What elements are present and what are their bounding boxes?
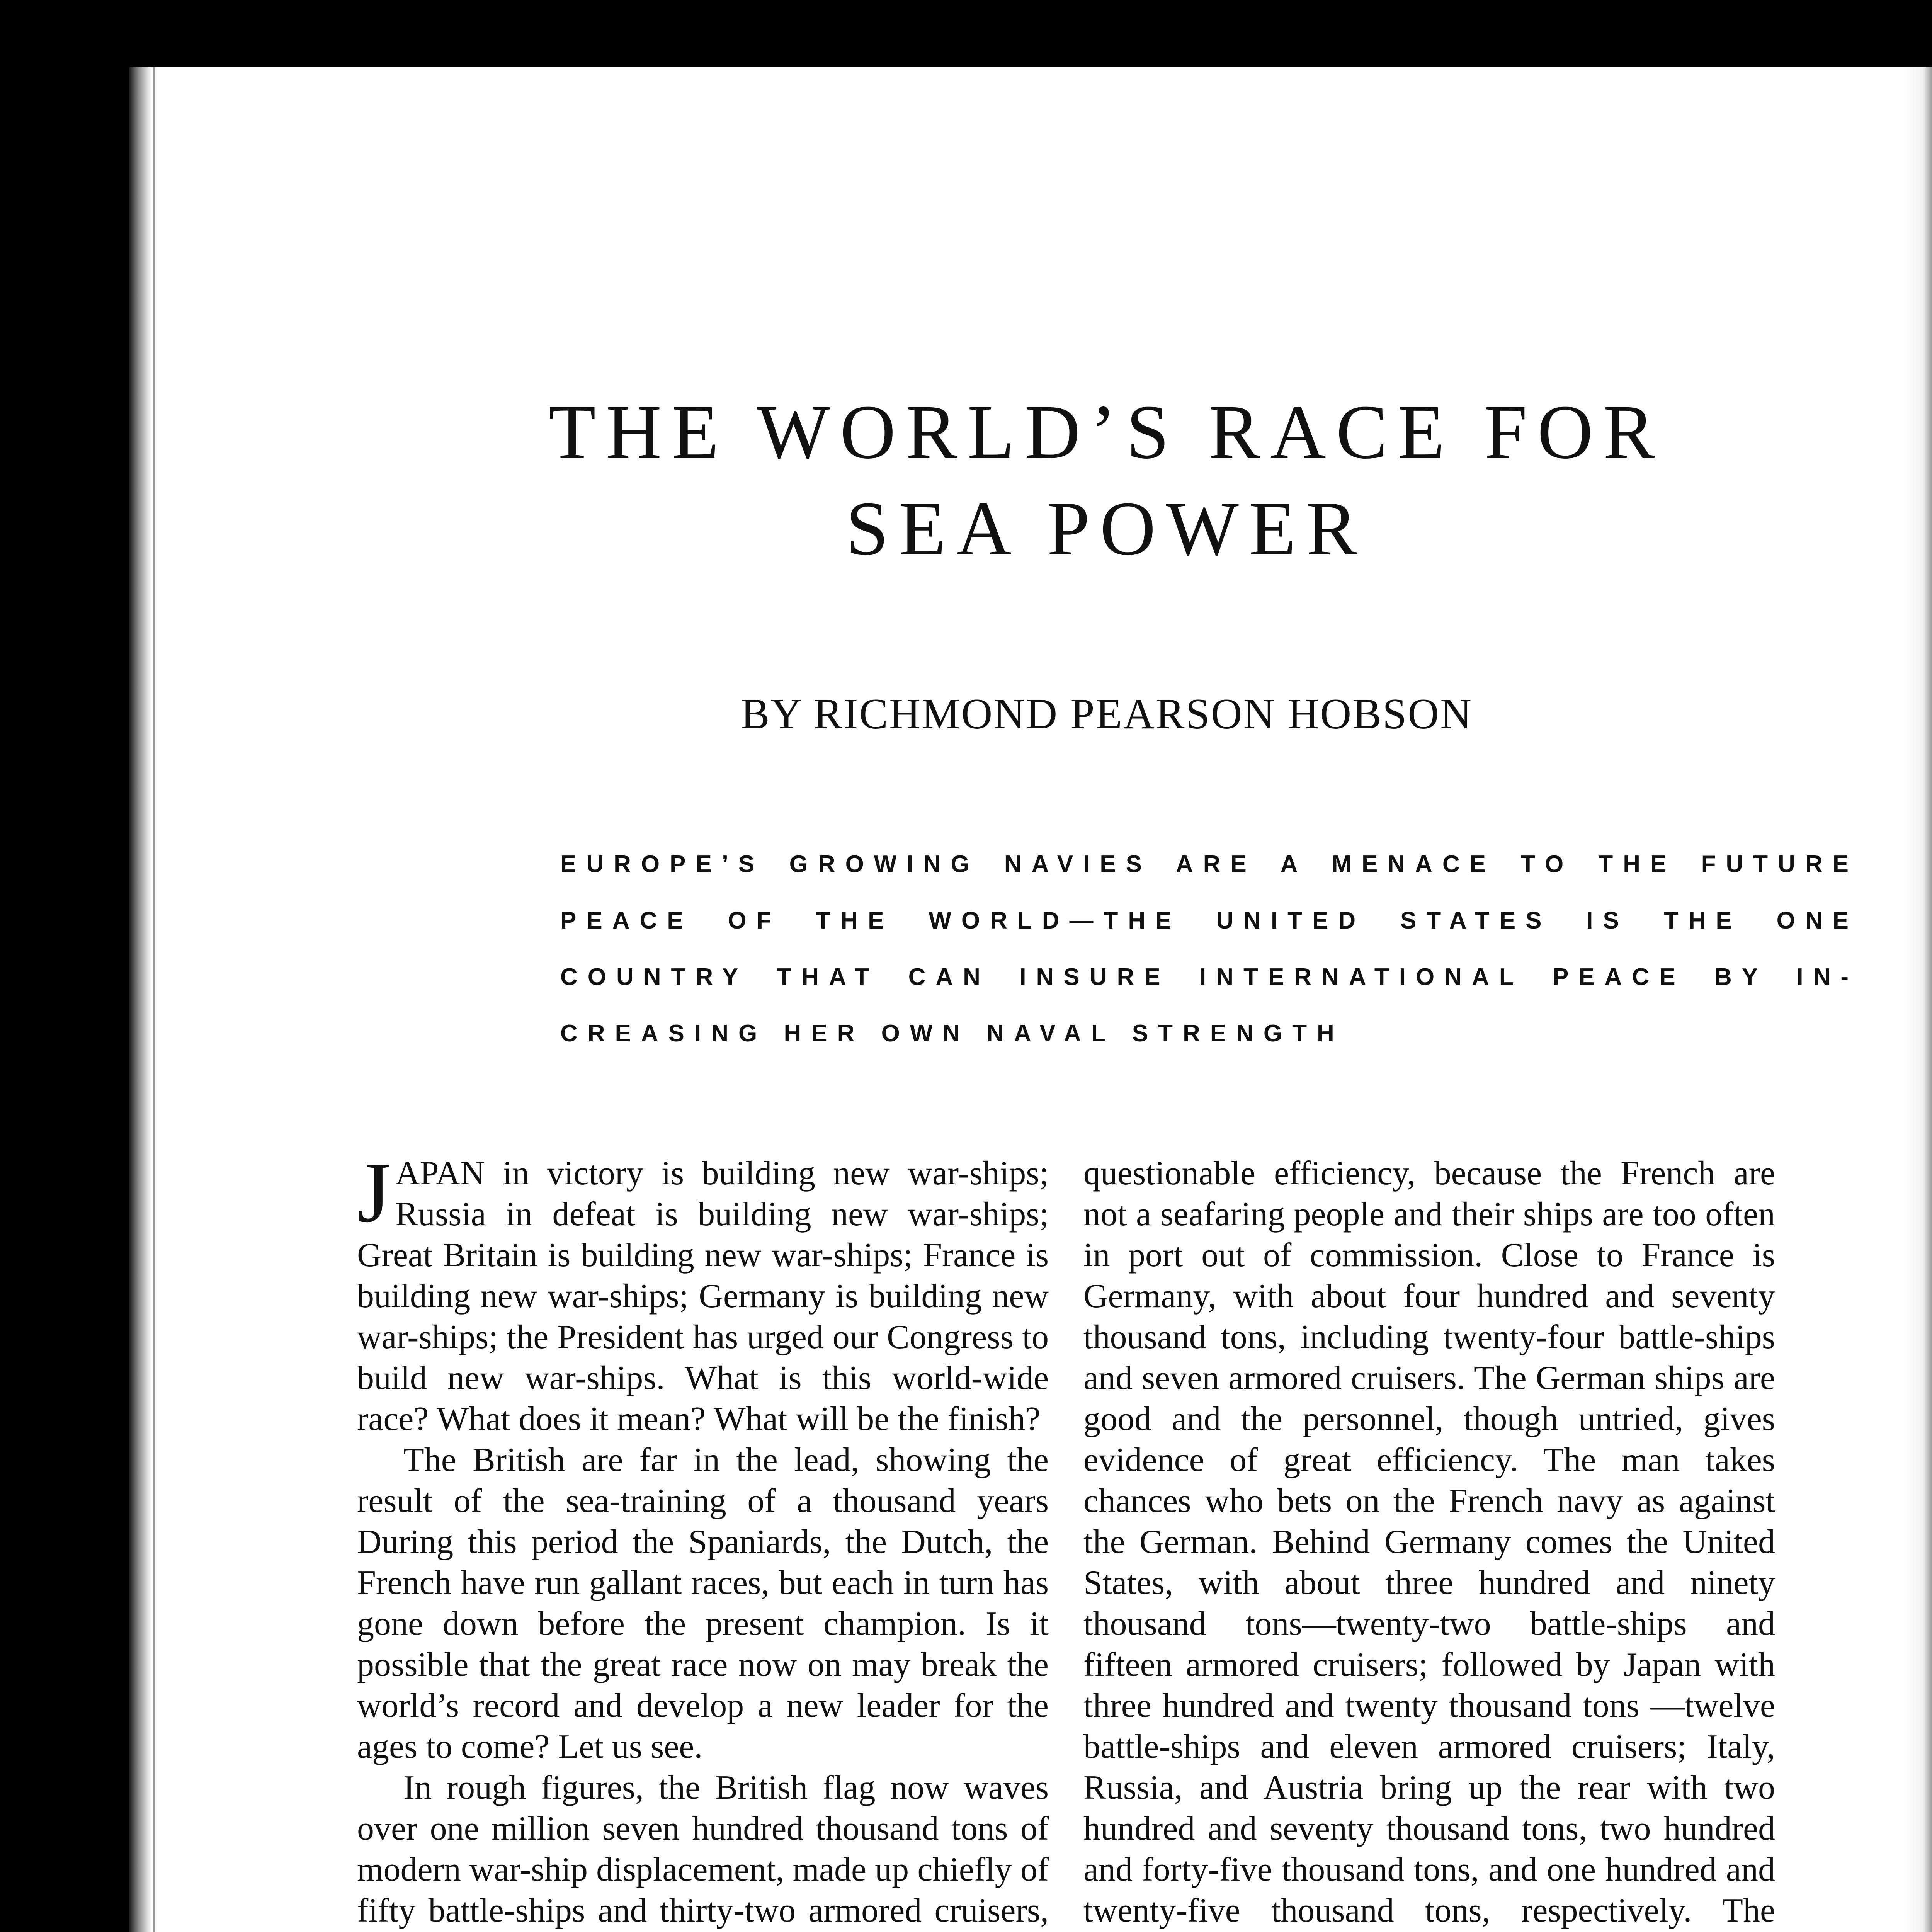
page-edge-shadow bbox=[1906, 67, 1932, 1932]
text-column-right bbox=[1083, 1153, 1775, 1932]
body-paragraph: questionable efficiency, because the French are not a seafaring people and their ships are too often in port out of commission. Close to France is Germany, with about four hundred and seventy thousand tons, including twenty-four battle-ships and seven armored cruisers. The German ships are good and the personnel, though untried, gives evidence of great efficiency. The man takes chances who bets on the French navy as against the German. Behind Germany comes the United States, with about three hundred and ninety thousand tons—twenty-two battle-ships and fifteen armored cruisers; followed by Japan with three hundred and twenty thousand tons —twelve battle-ships and eleven armored cruisers; Italy, Russia, and Austria bring up the rear with two hundred and seventy thousand tons, two hundred and forty-five thousand tons, and one hundred and twenty-five thousand tons, respectively. The bbox=[1083, 1155, 1775, 1929]
deck-line: COUNTRY THAT CAN INSURE INTERNATIONAL PEACE BY IN- bbox=[560, 964, 1859, 990]
magazine-page bbox=[129, 67, 1932, 1932]
article-deck bbox=[560, 836, 1859, 1062]
article-title bbox=[353, 384, 1860, 577]
paragraph-text: APAN in victory is building new war-ships; Russia in defeat is building new war-ships; Great Britain is building new war-ships; France is building new war-ships; Germany is building new war-ships; the President has urged our Congress to build new war-ships. What is this world-wide race? What does it mean? What will be the finish? bbox=[357, 1155, 1049, 1438]
binding-line bbox=[153, 67, 155, 1932]
text-column-left bbox=[357, 1145, 1049, 1932]
binding-shadow bbox=[129, 67, 152, 1932]
body-paragraph bbox=[357, 1145, 1049, 1440]
deck-line: CREASING HER OWN NAVAL STRENGTH bbox=[560, 1020, 1344, 1047]
title-line-2: SEA POWER bbox=[845, 486, 1368, 571]
deck-line: EUROPE’S GROWING NAVIES ARE A MENACE TO THE FUTURE bbox=[560, 851, 1859, 878]
deck-line: PEACE OF THE WORLD—THE UNITED STATES IS THE ONE bbox=[560, 907, 1859, 934]
body-paragraph: The British are far in the lead, showing the result of the sea-training of a thousand years During this period the Spaniards, the Dutch, the French have run gallant races, but each in turn has gone down before the present champion. Is it possible that the great race now on may break the world’s record and develop a new leader for the ages to come? Let us see. bbox=[357, 1441, 1049, 1765]
body-paragraph: In rough figures, the British flag now waves over one million seven hundred thousand tons of modern war-ship displacement, made up chiefly of fifty battle-ships and thirty-two armored cruisers, bbox=[357, 1769, 1049, 1929]
title-line-1: THE WORLD’S RACE FOR bbox=[548, 389, 1665, 475]
byline: BY RICHMOND PEARSON HOBSON bbox=[740, 690, 1473, 738]
drop-cap: J bbox=[357, 1145, 391, 1240]
